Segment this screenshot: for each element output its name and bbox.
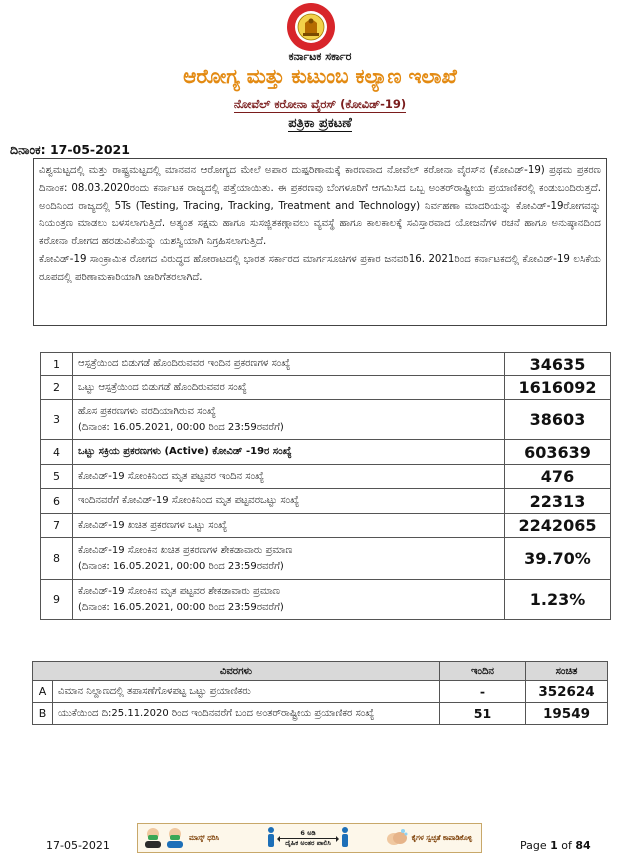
- government-name: ಕರ್ನಾಟಕ ಸರ್ಕಾರ: [288, 50, 352, 63]
- row-cumulative-value: 352624: [526, 681, 608, 703]
- row-number: 2: [41, 376, 73, 400]
- table-row: [41, 538, 611, 580]
- handwash-icon: [385, 826, 409, 850]
- press-release-heading: [0, 116, 640, 131]
- row-value: 34635: [505, 353, 611, 376]
- row-value: 1.23%: [505, 580, 611, 620]
- row-description: [73, 514, 505, 538]
- row-description: [73, 400, 505, 440]
- row-today-value: 51: [440, 703, 526, 725]
- header-cumulative: ಸಂಚಿತ: [526, 662, 608, 681]
- department-title: ಆರೋಗ್ಯ ಮತ್ತು ಕುಟುಂಬ ಕಲ್ಯಾಣ ಇಲಾಖೆ: [183, 64, 457, 88]
- row-date-range: (ದಿನಾಂಕ: 16.05.2021, 00:00 ರಿಂದ 23:59ರವರೆಗೆ): [78, 601, 284, 613]
- row-number: 1: [41, 353, 73, 376]
- row-description: [73, 580, 505, 620]
- row-date-range: (ದಿನಾಂಕ: 16.05.2021, 00:00 ರಿಂದ 23:59ರವರೆಗೆ): [78, 560, 284, 572]
- person-icon: [341, 827, 349, 849]
- government-emblem-logo: [278, 2, 344, 52]
- covid-subtitle-text: ನೋವೆಲ್ ಕರೋನಾ ವೈರಸ್ (ಕೋವಿಡ್-19): [233, 97, 407, 111]
- distance-value: 6 ಅಡಿ: [300, 828, 316, 837]
- table-row: [41, 514, 611, 538]
- row-description: ಯುಕೆಯಿಂದ ದಿ:25.11.2020 ರಿಂದ ಇಂದಿನವರೆಗೆ ಬಂದ ಅಂತರ್‌ರಾಷ್ಟ್ರೀಯ ಪ್ರಯಾಣಿಕರ ಸಂಖ್ಯೆ: [53, 703, 440, 725]
- row-description: [73, 465, 505, 489]
- row-date-range: (ದಿನಾಂಕ: 16.05.2021, 00:00 ರಿಂದ 23:59ರವರೆಗೆ): [78, 421, 284, 433]
- table-header-row: [33, 662, 608, 681]
- table-row: [33, 681, 608, 703]
- row-description-text: ಕೋವಿಡ್-19 ಸೋಂಕಿನ ಖಚಿತ ಪ್ರಕರಣಗಳ ಶೇಕಡಾವಾರು ಪ್ರಮಾಣ: [78, 544, 293, 556]
- row-value: 2242065: [505, 514, 611, 538]
- traveller-stats-table: [32, 661, 608, 725]
- row-label: B: [33, 703, 53, 725]
- row-number: 5: [41, 465, 73, 489]
- footer-date: 17-05-2021: [46, 839, 110, 852]
- table-row: [41, 465, 611, 489]
- release-date: ದಿನಾಂಕ: 17-05-2021: [10, 142, 130, 157]
- row-description: [73, 538, 505, 580]
- banner-masks-section: [138, 824, 235, 852]
- row-description-text: ಕೋವಿಡ್-19 ಸೋಂಕಿನ ಮೃತ ಪಟ್ಟವರ ಶೇಕಡಾವಾರು ಪ್ರಮಾಣ: [78, 585, 280, 597]
- distance-row: [267, 827, 349, 849]
- page-of: of: [557, 839, 576, 852]
- row-description: [73, 489, 505, 514]
- row-today-value: -: [440, 681, 526, 703]
- table-row: [41, 353, 611, 376]
- table-row: [33, 703, 608, 725]
- row-number: 8: [41, 538, 73, 580]
- page-number: [520, 839, 591, 852]
- row-description: ವಿಮಾನ ನಿಲ್ದಾಣದಲ್ಲಿ ತಪಾಸಣೆಗೊಳಪಟ್ಟ ಒಟ್ಟು ಪ್ರಯಾಣಿಕರು: [53, 681, 440, 703]
- row-value: 476: [505, 465, 611, 489]
- row-value: 38603: [505, 400, 611, 440]
- banner-handwash-text: ಕೈಗಳ ಸ್ವಚ್ಛತೆ ಕಾಪಾಡಿಕೊಳ್ಳಿ: [411, 833, 473, 842]
- row-description: [73, 353, 505, 376]
- row-value: 22313: [505, 489, 611, 514]
- row-description: [73, 440, 505, 465]
- page-total: 84: [575, 839, 591, 852]
- banner-distance-section: [235, 824, 380, 852]
- row-description-text: ಒಟ್ಟು ಆಸ್ಪತ್ರೆಯಿಂದ ಬಿಡುಗಡೆ ಹೊಂದಿರುವವರ ಸಂಖ್ಯೆ: [78, 381, 247, 393]
- row-description-text: ಒಟ್ಟು ಸಕ್ರಿಯ ಪ್ರಕರಣಗಳು (Active) ಕೋವಿಡ್ -19ರ ಸಂಖ್ಯೆ: [78, 446, 292, 457]
- row-description: [73, 376, 505, 400]
- row-number: 9: [41, 580, 73, 620]
- intro-paragraph-1: ವಿಶ್ವಮಟ್ಟದಲ್ಲಿ ಮತ್ತು ರಾಷ್ಟ್ರಮಟ್ಟದಲ್ಲಿ ಮಾನವನ ಆರೋಗ್ಯದ ಮೇಲೆ ಅಪಾರ ದುಷ್ಪರಿಣಾಮಕ್ಕೆ ಕಾರಣವಾದ ನೋವೆಲ್ ಕರೋನಾ ವೈರಸ್‌ನ (ಕೋವಿಡ್-19) ಪ್ರಥಮ ಪ್ರಕರಣ ದಿನಾಂಕ: 08.03.2020ರಂದು ಕರ್ನಾಟಕ ರಾಜ್ಯದಲ್ಲಿ ಪತ್ತೆಯಾಯಿತು. ಈ ಪ್ರಕರಣವು ಬೆಂಗಳೂರಿಗೆ ಆಗಮಿಸಿದ ಒಬ್ಬ ಅಂತರ್‌ರಾಷ್ಟ್ರೀಯ ಪ್ರಯಾಣಿಕರಲ್ಲಿ ಕಂಡುಬಂದಿರುತ್ತದೆ. ಅಂದಿನಿಂದ ರಾಜ್ಯದಲ್ಲಿ 5Ts (Testing, Tracing, Tracking, Treatment and Technology) ನಿರ್ವಹಣಾ ಮಾದರಿಯನ್ನು ಕೋವಿಡ್-19ರೋಗವನ್ನು ನಿಯಂತ್ರಣ ಮಾಡಲು ಬಳಸಲಾಗುತ್ತಿದೆ. ಅತ್ಯಂತ ಸಕ್ಷಮ ಹಾಗೂ ಸುಸಜ್ಜಿತಕಣ್ಗಾವಲು ವ್ಯವಸ್ಥೆ ಹಾಗೂ ಕಾಲಕಾಲಕ್ಕೆ ಸವಿಸ್ತಾರವಾದ ಯೋಜನೆಗಳ ರಚನೆ ಹಾಗೂ ಅನುಷ್ಠಾನದಿಂದ ಕರೋನಾ ರೋಗದ ಹರಡುವಿಕೆಯನ್ನು ಯಶಸ್ವಿಯಾಗಿ ನಿಗ್ರಹಿಸಲಾಗುತ್ತಿದೆ.: [39, 165, 601, 248]
- row-number: 3: [41, 400, 73, 440]
- row-description-text: ಕೋವಿಡ್-19 ಸೋಂಕಿನಿಂದ ಮೃತ ಪಟ್ಟವರ ಇಂದಿನ ಸಂಖ್ಯೆ: [78, 470, 265, 482]
- banner-handwash-section: [381, 824, 481, 852]
- safety-banner: [137, 823, 482, 853]
- row-value: 1616092: [505, 376, 611, 400]
- mask-person-icon: [164, 826, 186, 850]
- row-description-text: ಕೋವಿಡ್-19 ಖಚಿತ ಪ್ರಕರಣಗಳ ಒಟ್ಟು ಸಂಖ್ಯೆ: [78, 519, 228, 531]
- intro-paragraph-box: [33, 158, 607, 326]
- covid-subtitle: [0, 97, 640, 112]
- table-row: [41, 440, 611, 465]
- row-description-text: ಇಂದಿನವರೆಗೆ ಕೋವಿಡ್-19 ಸೋಂಕಿನಿಂದ ಮೃತ ಪಟ್ಟವರಒಟ್ಟು ಸಂಖ್ಯೆ: [78, 495, 300, 506]
- row-label: A: [33, 681, 53, 703]
- page-prefix: Page: [520, 839, 551, 852]
- table-row: [41, 376, 611, 400]
- distance-indicator: [278, 829, 338, 848]
- covid-stats-table: [40, 352, 611, 620]
- distance-text: ದೈಹಿಕ ಅಂತರ ಪಾಲಿಸಿ: [285, 838, 331, 847]
- row-description-text: ಆಸ್ಪತ್ರೆಯಿಂದ ಬಿಡುಗಡೆ ಹೊಂದಿರುವವರ ಇಂದಿನ ಪ್ರಕರಣಗಳ ಸಂಖ್ಯೆ: [78, 358, 291, 369]
- page-current: 1: [550, 839, 558, 852]
- row-value: 603639: [505, 440, 611, 465]
- mask-person-icon: [142, 826, 164, 850]
- row-number: 6: [41, 489, 73, 514]
- table-row: [41, 580, 611, 620]
- table-row: [41, 400, 611, 440]
- banner-masks-text: ಮಾಸ್ಕ್ ಧರಿಸಿ: [189, 833, 220, 842]
- press-release-text: ಪತ್ರಿಕಾ ಪ್ರಕಟಣೆ: [288, 116, 352, 131]
- row-cumulative-value: 19549: [526, 703, 608, 725]
- header-details: ವಿವರಗಳು: [33, 662, 440, 681]
- row-value: 39.70%: [505, 538, 611, 580]
- row-number: 7: [41, 514, 73, 538]
- header-today: ಇಂದಿನ: [440, 662, 526, 681]
- row-description-text: ಹೊಸ ಪ್ರಕರಣಗಳು ವರದಿಯಾಗಿರುವ ಸಂಖ್ಯೆ: [78, 405, 216, 417]
- intro-paragraph-2: ಕೋವಿಡ್-19 ಸಾಂಕ್ರಾಮಿಕ ರೋಗದ ವಿರುದ್ಧದ ಹೋರಾಟದಲ್ಲಿ ಭಾರತ ಸರ್ಕಾರದ ಮಾರ್ಗಸೂಚಿಗಳ ಪ್ರಕಾರ ಜನವರಿ16. 2021ರಿಂದ ಕರ್ನಾಟಕದಲ್ಲಿ ಕೋವಿಡ್-19 ಲಸಿಕೆಯ ರೂಪದಲ್ಲಿ ಪರಿಣಾಮಕಾರಿಯಾಗಿ ಜಾರಿಗೆತರಲಾಗಿದೆ.: [39, 253, 601, 283]
- table-row: [41, 489, 611, 514]
- double-arrow-icon: [278, 838, 338, 839]
- row-number: 4: [41, 440, 73, 465]
